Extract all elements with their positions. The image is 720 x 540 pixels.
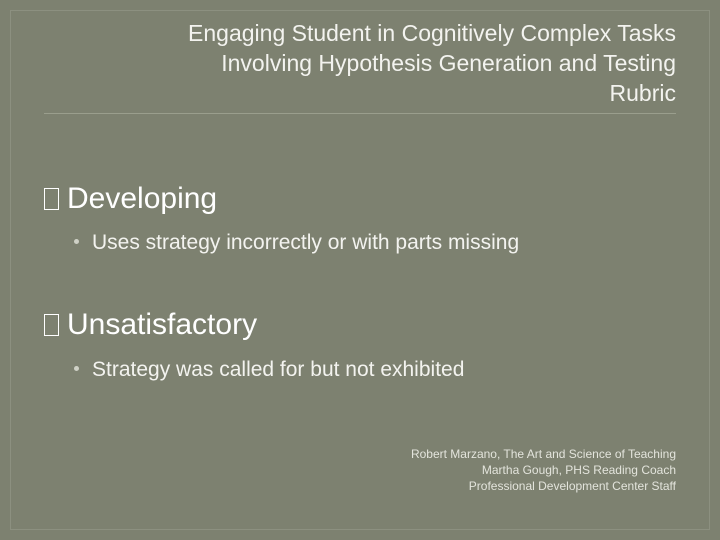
title-line-1: Engaging Student in Cognitively Complex Tasks bbox=[188, 20, 676, 46]
section-heading-label: Unsatisfactory bbox=[67, 308, 258, 341]
title-divider bbox=[44, 113, 676, 114]
credit-line-1: Robert Marzano, The Art and Science of Teaching bbox=[410, 447, 676, 461]
square-bullet-icon bbox=[44, 188, 59, 210]
section-bullet-unsatisfactory bbox=[74, 357, 464, 383]
bullet-text: Uses strategy incorrectly or with parts missing bbox=[92, 231, 520, 254]
dot-bullet-icon bbox=[74, 239, 79, 244]
bullet-text: Strategy was called for but not exhibited bbox=[92, 358, 465, 381]
section-heading-unsatisfactory bbox=[44, 307, 257, 343]
section-heading-developing bbox=[44, 181, 217, 217]
title-line-3: Rubric bbox=[609, 80, 676, 106]
credit-line-2: Martha Gough, PHS Reading Coach bbox=[481, 463, 676, 477]
section-heading-label: Developing bbox=[67, 182, 218, 215]
title-line-2: Involving Hypothesis Generation and Testing bbox=[221, 50, 676, 76]
credit-line-3: Professional Development Center Staff bbox=[468, 479, 676, 493]
slide-title bbox=[76, 18, 676, 108]
square-bullet-icon bbox=[44, 314, 59, 336]
credits bbox=[411, 446, 676, 494]
section-bullet-developing bbox=[74, 230, 519, 256]
dot-bullet-icon bbox=[74, 366, 79, 371]
